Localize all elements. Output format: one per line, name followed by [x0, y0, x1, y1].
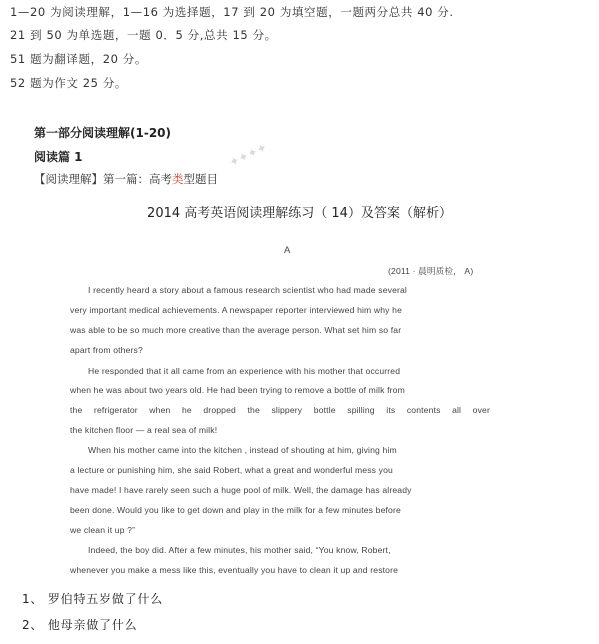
- instruction-line-3: 51 题为翻译题，20 分。: [10, 52, 147, 66]
- passage-line: when he was about two years old. He had been trying to remove a bottle of milk from: [70, 385, 405, 395]
- passage-line: He responded that it all came from an experience with his mother that occurred: [88, 366, 401, 376]
- passage-line: a lecture or punishing him, she said Robert, what a great and wonderful mess you: [70, 465, 393, 475]
- passage-line: we clean it up ?”: [70, 525, 136, 535]
- breadcrumb-prefix: 【阅读理解】第一篇：高考: [34, 172, 172, 186]
- passage-line: I recently heard a story about a famous research scientist who had made several: [88, 285, 407, 295]
- passage-line: have made! I have rarely seen such a huge pool of milk. Well, the damage has already: [70, 485, 412, 495]
- instruction-line-4: 52 题为作文 25 分。: [10, 76, 128, 90]
- section-heading: 第一部分阅读理解(1-20): [34, 126, 171, 140]
- question-2: 2、 他母亲做了什么: [22, 618, 138, 632]
- passage-line: been done. Would you like to get down and play in the milk for a few minutes before: [70, 505, 401, 515]
- passage-line: was able to be so much more creative than the average person. What set him so far: [70, 325, 402, 335]
- instruction-line-2: 21 到 50 为单选题，一题 0．5 分,总共 15 分。: [10, 28, 277, 42]
- passage-line: Indeed, the boy did. After a few minutes, his mother said, “You know, Robert,: [88, 545, 391, 555]
- passage-label: A: [284, 245, 291, 256]
- breadcrumb-highlight: 类: [172, 172, 184, 186]
- passage-line: apart from others?: [70, 345, 143, 355]
- breadcrumb: [34, 171, 218, 187]
- passage-source: (2011 · 晨明质检， A): [388, 266, 474, 276]
- passage-line: whenever you make a mess like this, eventually you have to clean it up and restore: [70, 565, 399, 575]
- passage-line: very important medical achievements. A newspaper reporter interviewed him why he: [70, 305, 403, 315]
- passage-line: When his mother came into the kitchen , instead of shouting at him, giving him: [88, 445, 397, 455]
- passage-line: the kitchen floor — a real sea of milk!: [70, 425, 218, 435]
- passage-line: the refrigerator when he dropped the slippery bottle spilling its contents all over: [70, 405, 490, 415]
- section-subheading: 阅读篇 1: [34, 150, 83, 164]
- document-title: 2014 高考英语阅读理解练习（ 14）及答案（解析）: [147, 206, 452, 221]
- instruction-line-1: 1—20 为阅读理解，1—16 为选择题，17 到 20 为填空题，一题两分总共 40 分.: [10, 5, 454, 19]
- breadcrumb-suffix: 型题目: [183, 172, 218, 186]
- watermark: ✦✦✦✦: [226, 140, 270, 170]
- question-1: 1、 罗伯特五岁做了什么: [22, 592, 164, 606]
